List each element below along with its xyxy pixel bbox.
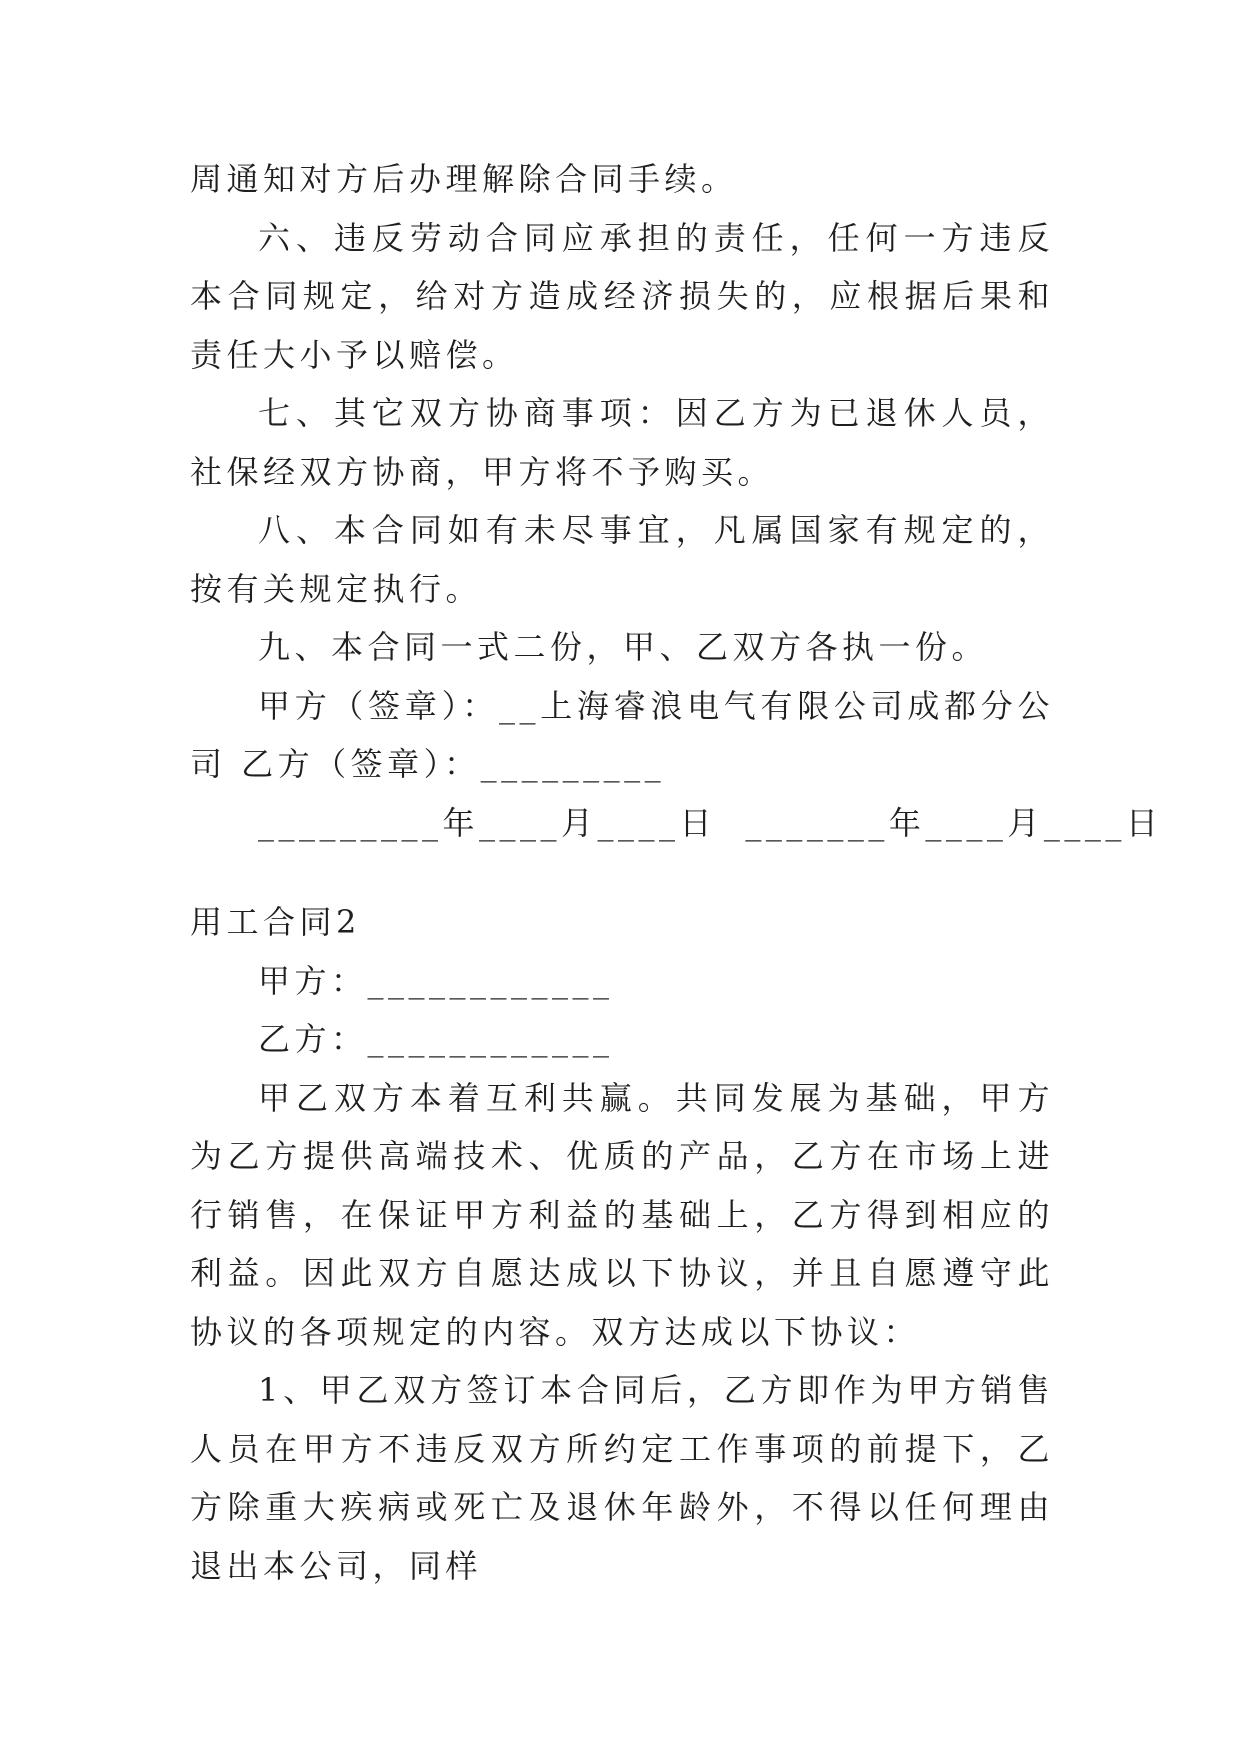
document-body <box>190 150 1163 1595</box>
section-gap <box>190 852 1054 893</box>
paragraph-clause-6: 六、违反劳动合同应承担的责任，任何一方违反本合同规定，给对方造成经济损失的，应根据后果和责任大小予以赔偿。 <box>190 218 1054 374</box>
contract2-clause-1: 1、甲乙双方签订本合同后，乙方即作为甲方销售人员在甲方不违反双方所约定工作事项的前提下，乙方除重大疾病或死亡及退休年龄外，不得以任何理由退出本公司，同样 <box>190 1371 1054 1585</box>
contract2-preamble: 甲乙双方本着互利共赢。共同发展为基础，甲方为乙方提供高端技术、优质的产品，乙方在市场上进行销售，在保证甲方利益的基础上，乙方得到相应的利益。因此双方自愿达成以下协议，并且自愿遵守此协议的各项规定的内容。双方达成以下协议： <box>190 1078 1054 1351</box>
paragraph-clause-8: 八、本合同如有未尽事宜，凡属国家有规定的，按有关规定执行。 <box>190 511 1054 608</box>
paragraph-continuation: 周通知对方后办理解除合同手续。 <box>190 160 738 198</box>
date-line: _________年____月____日 _______年____月____日 <box>258 803 1163 842</box>
paragraph-clause-7: 七、其它双方协商事项：因乙方为已退休人员，社保经双方协商，甲方将不予购买。 <box>190 394 1054 491</box>
party-b-field: 乙方：____________ <box>258 1020 614 1058</box>
contract2-title: 用工合同2 <box>190 903 361 941</box>
signature-line: 甲方（签章）：__上海睿浪电气有限公司成都分公司 乙方（签章）：_________ <box>190 686 1054 783</box>
paragraph-clause-9: 九、本合同一式二份，甲、乙双方各执一份。 <box>258 628 989 666</box>
party-a-field: 甲方：____________ <box>258 961 614 1000</box>
